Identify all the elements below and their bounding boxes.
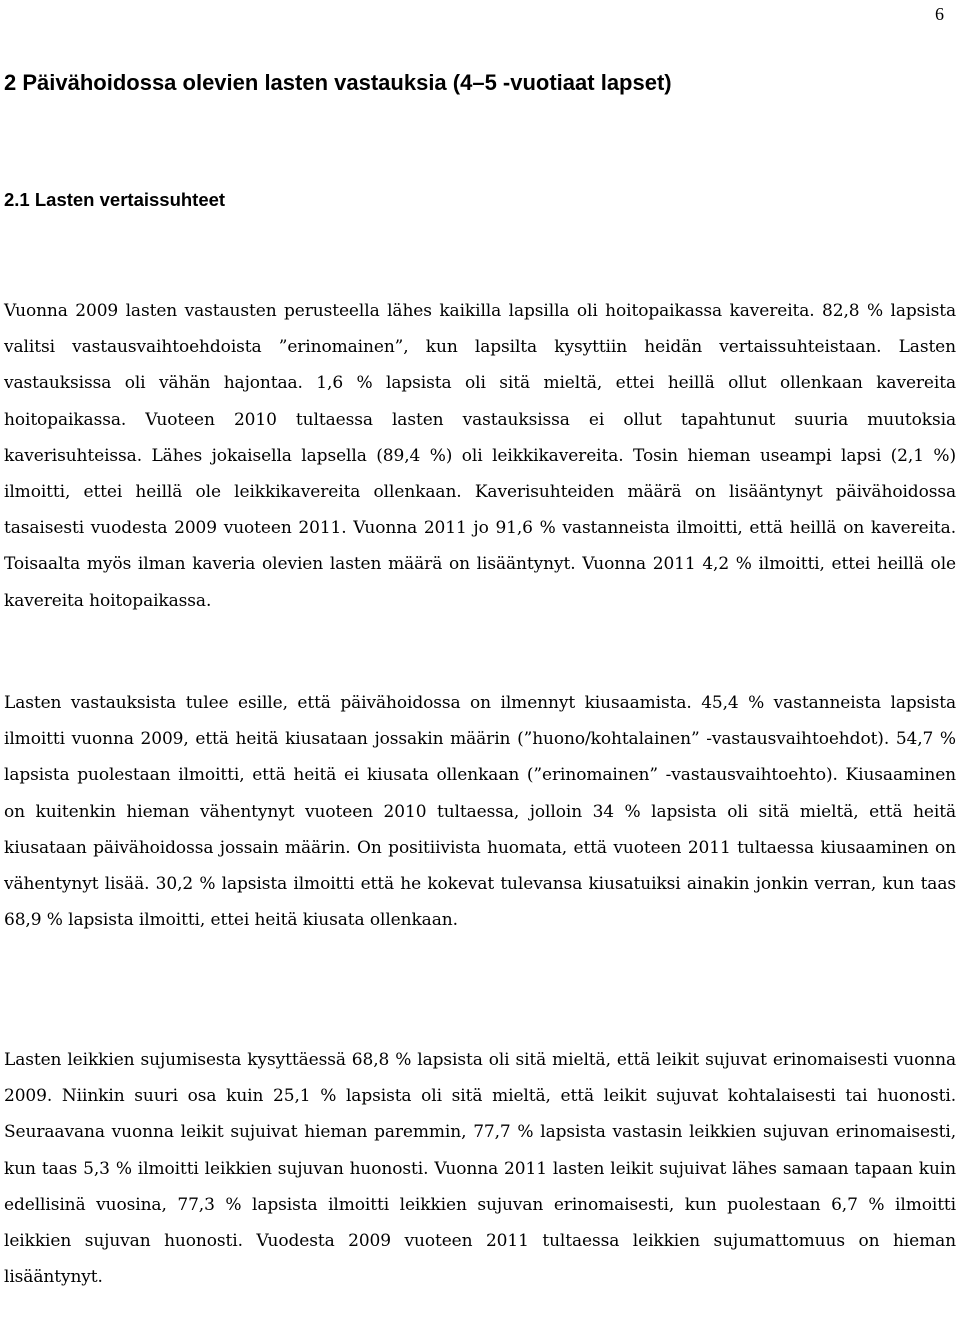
page-number: 6	[935, 4, 944, 24]
paragraph-play: Lasten leikkien sujumisesta kysyttäessä 68,8 % lapsista oli sitä mieltä, että leikit sujuvat erinomaisesti vuonna 2009. Niinkin suuri osa kuin 25,1 % lapsista oli sitä mieltä, että leikit sujuvat kohtalaisesti tai huonosti. Seuraavana vuonna leikit sujuivat hieman paremmin, 77,7 % lapsista vastasin leikkien sujuvan erinomaisesti, kun taas 5,3 % ilmoitti leikkien sujuvan huonosti. Vuonna 2011 lasten leikit sujuivat lähes samaan tapaan kuin edellisinä vuosina, 77,3 % lapsista ilmoitti leikkien sujuvan erinomaisesti, kun puolestaan 6,7 % ilmoitti leikkien sujuvan huonosti. Vuodesta 2009 vuoteen 2011 tultaessa leikkien sujumattomuus on hieman lisääntynyt.	[4, 1050, 956, 1288]
paragraph-bullying: Lasten vastauksista tulee esille, että päivähoidossa on ilmennyt kiusaamista. 45,4 % vastanneista lapsista ilmoitti vuonna 2009, että heitä kiusataan jossakin määrin (”huono/kohtalainen” -vastausvaihtoehdot). 54,7 % lapsista puolestaan ilmoitti, että heitä ei kiusata ollenkaan (”erinomainen” -vastausvaihtoehto). Kiusaaminen on kuitenkin hieman vähentynyt vuoteen 2010 tultaessa, jolloin 34 % lapsista oli sitä mieltä, että heitä kiusataan päivähoidossa jossain määrin. On positiivista huomata, että vuoteen 2011 tultaessa kiusaaminen on vähentynyt lisää. 30,2 % lapsista ilmoitti että he kokevat tulevansa kiusatuiksi ainakin jonkin verran, kun taas 68,9 % lapsista ilmoitti, ettei heitä kiusata ollenkaan.	[4, 693, 956, 931]
paragraph-peer-relations: Vuonna 2009 lasten vastausten perusteella lähes kaikilla lapsilla oli hoitopaikassa kavereita. 82,8 % lapsista valitsi vastausvaihtoehdoista ”erinomainen”, kun lapsilta kysyttiin heidän vertaissuhteistaan. Lasten vastauksissa oli vähän hajontaa. 1,6 % lapsista oli sitä mieltä, ettei heillä ollut ollenkaan kavereita hoitopaikassa. Vuoteen 2010 tultaessa lasten vastauksissa ei ollut tapahtunut suuria muutoksia kaverisuhteissa. Lähes jokaisella lapsella (89,4 %) oli leikkikavereita. Tosin hieman useampi lapsi (2,1 %) ilmoitti, ettei heillä ole leikkikavereita ollenkaan. Kaverisuhteiden määrä on lisääntynyt päivähoidossa tasaisesti vuodesta 2009 vuoteen 2011. Vuonna 2011 jo 91,6 % vastanneista ilmoitti, että heillä on kavereita. Toisaalta myös ilman kaveria olevien lasten määrä on lisääntynyt. Vuonna 2011 4,2 % ilmoitti, ettei heillä ole kavereita hoitopaikassa.	[4, 301, 956, 611]
subsection-heading: 2.1 Lasten vertaissuhteet	[4, 189, 226, 210]
section-heading: 2 Päivähoidossa olevien lasten vastauksia (4–5 -vuotiaat lapset)	[4, 70, 672, 95]
